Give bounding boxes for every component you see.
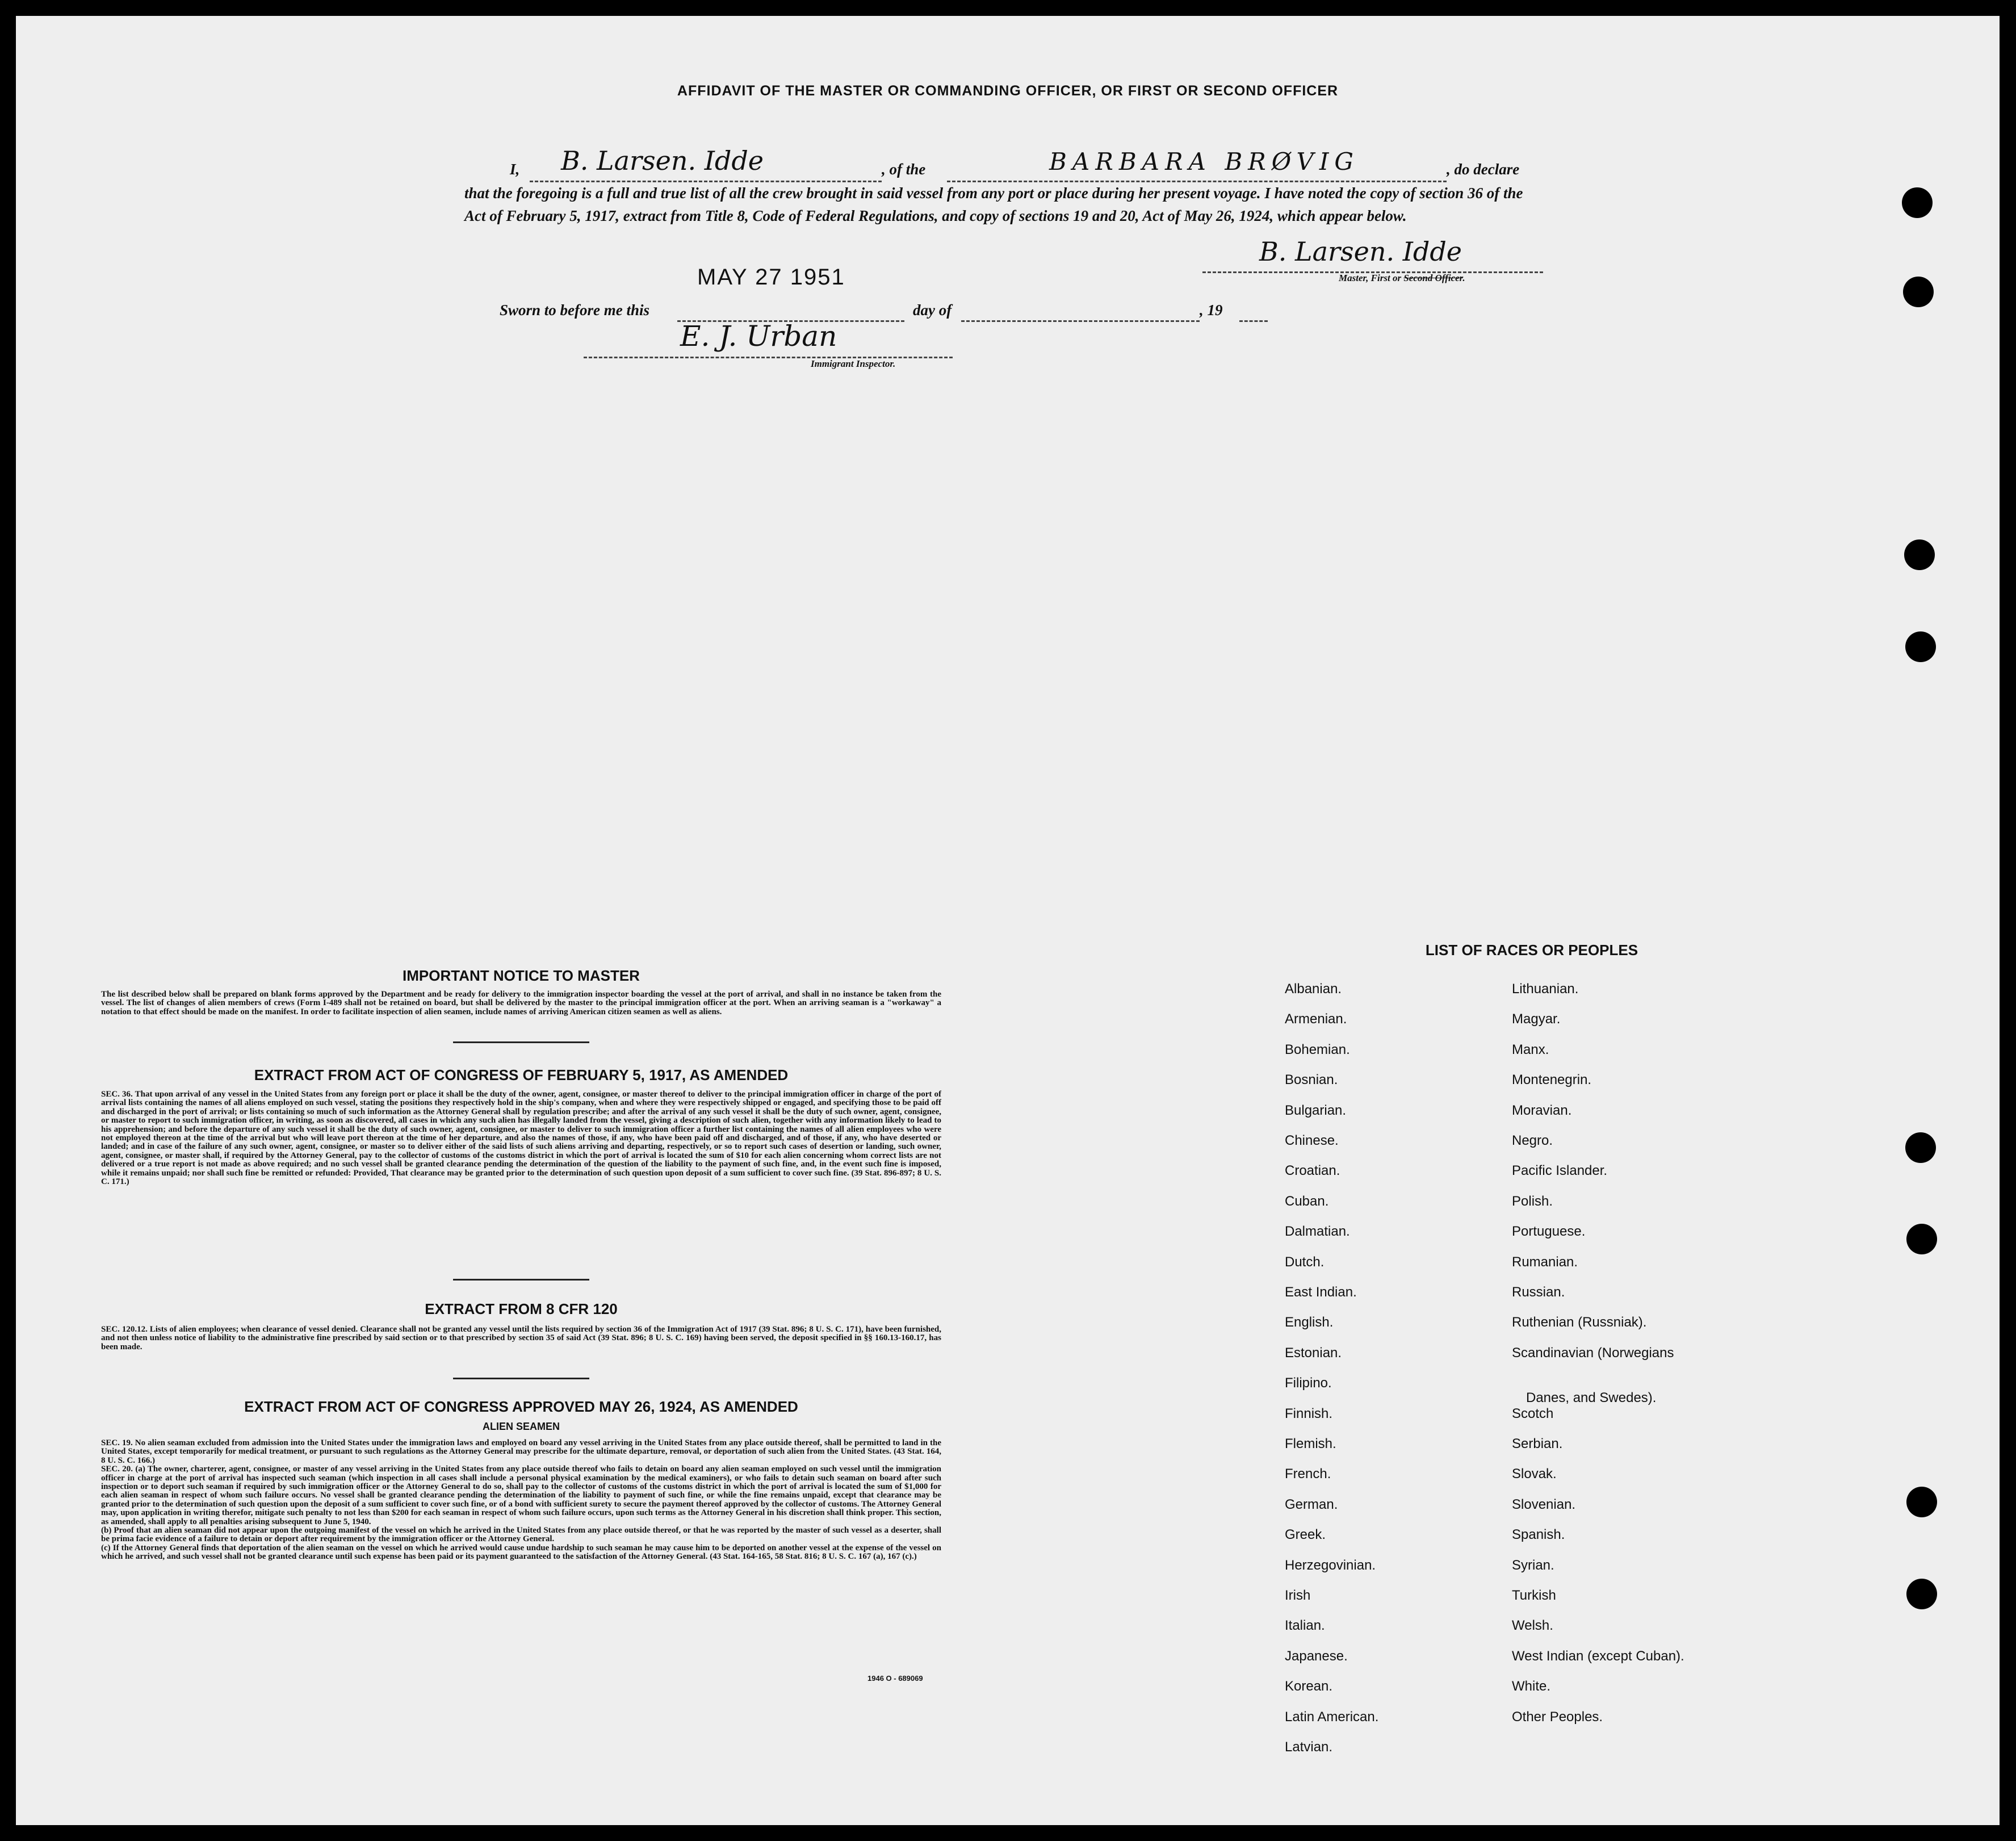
race-item: Flemish. — [1285, 1436, 1336, 1451]
do-declare-label: , do declare — [1447, 161, 1520, 178]
race-item: Armenian. — [1285, 1011, 1347, 1027]
extract-1924-subheading: ALIEN SEAMEN — [482, 1421, 560, 1432]
race-item: Croatian. — [1285, 1163, 1340, 1179]
race-item: Manx. — [1512, 1041, 1549, 1057]
caption-pre: Master, First or — [1339, 273, 1404, 283]
divider — [453, 1378, 589, 1379]
punch-hole — [1905, 1132, 1936, 1163]
master-name-handwritten: B. Larsen. Idde — [561, 145, 764, 176]
divider — [453, 1041, 589, 1043]
date-stamp: MAY 27 1951 — [697, 265, 845, 290]
race-item: German. — [1285, 1496, 1338, 1512]
signature-caption — [1339, 273, 1465, 284]
race-item: Montenegrin. — [1512, 1072, 1592, 1088]
sec-20c-text: (c) If the Attorney General finds that deportation of the alien seaman on the vessel on which he arrived would cause undue hardship to such seaman he may cause him to be deported on another vessel at the expense of the vessel on which he arrived, and such vessel shall not be granted clearance until such expense has been paid or its payment guaranteed to the satisfaction of the Attorney General. (43 Stat. 164-165, 58 Stat. 816; 8 U. S. C. 167 (a), 167 (c).) — [101, 1543, 941, 1562]
race-item: Greek. — [1285, 1527, 1326, 1543]
race-item: West Indian (except Cuban). — [1512, 1648, 1684, 1664]
race-item: Italian. — [1285, 1618, 1325, 1634]
notice-heading: IMPORTANT NOTICE TO MASTER — [403, 967, 640, 984]
sec-20a-text: SEC. 20. (a) The owner, charterer, agent, consignee, or master of any vessel arriving in the United States from any place outside thereof who fails to detain on board any alien seaman employed on such vessel until the immigration officer in charge at the port of arrival has inspected such seaman (which inspection in all cases shall include a personal physical examination by the medical examiners), or who fails to detain such seaman on board after such inspection or to deport such seaman if required by such immigration officer or the Attorney General to do so, shall pay to the collector of customs of the customs district in which the port of arrival is located the sum of $1,000 for each alien seaman in respect of whom such failure occurs. No vessel shall be granted clearance pending the determination of the liability to payment of such fine, or while the fine remains unpaid, except that clearance may be granted prior to the determination of such question upon the deposit of a sum sufficient to cover such fine, or of a bond with sufficient surety to secure the payment thereof approved by the collector of customs. The Attorney General may, upon application in writing therefor, mitigate such penalty to not less than $200 for each seaman in respect of whom such failure occurs, upon such terms as the Attorney General in his discretion shall think proper. This section, as amended, shall apply to all penalties arising subsequent to June 5, 1940. — [101, 1465, 941, 1526]
sworn-month-line — [961, 320, 1200, 322]
race-item: White. — [1512, 1679, 1551, 1694]
race-item: Russian. — [1512, 1284, 1565, 1300]
i-label: I, — [510, 161, 520, 178]
race-item: Korean. — [1285, 1679, 1333, 1694]
race-item: East Indian. — [1285, 1284, 1357, 1300]
print-code: 1946 O - 689069 — [867, 1674, 923, 1683]
race-item: Latin American. — [1285, 1709, 1379, 1725]
declaration-text: that the foregoing is a full and true list of all the crew brought in said vessel from any port or place during her present voyage. I have noted the copy of section 36 of the Act of February 5, 1917, extract from Title 8, Code of Federal Regulations, and copy of sections 19 and 20, Act of May 26, 1924, which appear below. — [464, 185, 1523, 224]
punch-hole — [1906, 1487, 1937, 1517]
race-item: Rumanian. — [1512, 1254, 1578, 1270]
extract-1917-heading: EXTRACT FROM ACT OF CONGRESS OF FEBRUARY 5, 1917, AS AMENDED — [254, 1066, 789, 1083]
punch-hole — [1906, 1224, 1937, 1254]
caption-post: . — [1462, 273, 1465, 283]
extract-1917-text: SEC. 36. That upon arrival of any vessel in the United States from any foreign port or place it shall be the duty of the owner, agent, consignee, or master thereof to deliver to the principal immigration officer in charge of the port of arrival lists containing the names of all aliens employed on such vessel, stating the positions they respectively hold in the ship's company, when and where they were respectively shipped or engaged, and specifying those to be paid off and discharged in the port of arrival; or lists containing so much of such information as the Attorney General shall by regulation prescribe; and after the arrival of any such vessel it shall be the duty of such owner, agent, consignee, or master to report to such immigration officer, in writing, as soon as discovered, all cases in which any such alien has illegally landed from the vessel, giving a description of such alien, together with any information likely to lead to his apprehension; and before the departure of any such vessel it shall be the duty of such owner, agent, consignee, or master to deliver to such immigration officer a further list containing the names of all alien employees who were not employed thereon at the time of the arrival but who will leave port thereon at the time of her departure, and also the names of those, if any, who have been paid off and discharged, and of those, if any, who have deserted or landed; and in case of the failure of any such owner, agent, consignee, or master so to deliver either of the said lists of such aliens arriving and departing, respectively, or so to report such cases of desertion or landing, such owner, agent, consignee, or master shall, if required by the Attorney General, pay to the collector of customs of the customs district in which the port of arrival is located the sum of $10 for each alien concerning whom correct lists are not delivered or a true report is not made as above required; and no such vessel shall be granted clearance pending the determination of the question of the liability to the payment of such fine, and, in the event such fine is imposed, while it remains unpaid; nor shall such fine be remitted or refunded: Provided, That clearance may be granted prior to the determination of such question upon deposit of a sum sufficient to cover such fine. (39 Stat. 896-897; 8 U. S. C. 171.) — [101, 1090, 941, 1187]
race-item: Finnish. — [1285, 1405, 1333, 1421]
of-the-label: , of the — [882, 161, 926, 178]
race-item: Filipino. — [1285, 1375, 1332, 1391]
race-item: Magyar. — [1512, 1011, 1561, 1027]
race-item: Cuban. — [1285, 1193, 1329, 1209]
race-item: Danes, and Swedes). — [1526, 1390, 1657, 1406]
race-item: Herzegovinian. — [1285, 1557, 1376, 1573]
punch-hole — [1903, 277, 1934, 307]
race-item: Bosnian. — [1285, 1072, 1338, 1088]
race-item: Polish. — [1512, 1193, 1553, 1209]
year-label: , 19 — [1200, 302, 1223, 319]
race-item: Other Peoples. — [1512, 1709, 1603, 1725]
punch-hole — [1905, 631, 1936, 662]
master-signature: B. Larsen. Idde — [1259, 236, 1462, 267]
race-item: Irish — [1285, 1588, 1311, 1603]
race-item: Pacific Islander. — [1512, 1163, 1608, 1179]
race-item: Japanese. — [1285, 1648, 1348, 1664]
punch-hole — [1904, 539, 1935, 570]
sworn-label: Sworn to before me this — [500, 302, 650, 319]
race-item: Portuguese. — [1512, 1224, 1586, 1240]
race-item: Estonian. — [1285, 1345, 1342, 1361]
race-item: Moravian. — [1512, 1102, 1572, 1118]
sec-19-text: SEC. 19. No alien seaman excluded from admission into the United States under the immigration laws and employed on board any vessel arriving in the United States from any place outside thereof, shall be permitted to land in the United States, except temporarily for medical treatment, or pursuant to such regulations as the Attorney General may prescribe for the ultimate departure, removal, or deportation of such alien from the United States. (43 Stat. 164, 8 U. S. C. 166.) — [101, 1438, 941, 1465]
race-item: Turkish — [1512, 1588, 1556, 1603]
document-page — [16, 16, 2000, 1825]
extract-cfr-heading: EXTRACT FROM 8 CFR 120 — [425, 1300, 618, 1317]
race-item: French. — [1285, 1466, 1331, 1482]
vessel-name-handwritten: BARBARA BRØVIG — [1049, 148, 1359, 175]
race-item: English. — [1285, 1315, 1334, 1330]
day-of-label: day of — [913, 302, 952, 319]
race-item: Syrian. — [1512, 1557, 1554, 1573]
sec-20b-text: (b) Proof that an alien seaman did not appear upon the outgoing manifest of the vessel on which he arrived in the United States from any place outside thereof, or that he was reported by the master of such vessel as a deserter, shall be prima facie evidence of a failure to detain or deport after requirement by the immigration officer or the Attorney General. — [101, 1526, 941, 1544]
race-item: Slovak. — [1512, 1466, 1557, 1482]
inspector-caption: Immigrant Inspector. — [811, 358, 896, 369]
race-item: Chinese. — [1285, 1133, 1339, 1148]
race-item: Welsh. — [1512, 1618, 1553, 1634]
race-item: Dutch. — [1285, 1254, 1325, 1270]
races-heading: LIST OF RACES OR PEOPLES — [1425, 942, 1638, 959]
race-item: Latvian. — [1285, 1739, 1333, 1755]
sworn-year-line — [1239, 320, 1268, 322]
race-item: Bulgarian. — [1285, 1102, 1347, 1118]
punch-hole — [1906, 1579, 1937, 1609]
race-item: Bohemian. — [1285, 1041, 1350, 1057]
race-item: Lithuanian. — [1512, 981, 1579, 997]
inspector-signature: E. J. Urban — [680, 320, 837, 353]
race-item: Negro. — [1512, 1133, 1553, 1148]
caption-struck: Second Officer — [1403, 273, 1463, 283]
race-item: Spanish. — [1512, 1527, 1565, 1543]
race-item: Albanian. — [1285, 981, 1342, 997]
affidavit-title: AFFIDAVIT OF THE MASTER OR COMMANDING OFFICER, OR FIRST OR SECOND OFFICER — [677, 83, 1339, 99]
race-item: Serbian. — [1512, 1436, 1563, 1451]
race-item: Dalmatian. — [1285, 1224, 1350, 1240]
divider — [453, 1279, 589, 1281]
race-item: Slovenian. — [1512, 1496, 1576, 1512]
extract-1924-body — [101, 1439, 941, 1562]
extract-cfr-text: SEC. 120.12. Lists of alien employees; when clearance of vessel denied. Clearance shall not be granted any vessel until the lists required by section 36 of the Immigration Act of 1917 (39 Stat. 896; 8 U. S. C. 171), have been furnished, and not then unless notice of liability to the administrative fine prescribed by said section or to that prescribed by section 35 of said Act (39 Stat. 896; 8 U. S. C. 169) having been served, the deposit specified in §§ 160.13-160.17, has been made. — [101, 1325, 941, 1352]
extract-1924-heading: EXTRACT FROM ACT OF CONGRESS APPROVED MAY 26, 1924, AS AMENDED — [244, 1398, 798, 1415]
race-item: Scotch — [1512, 1405, 1554, 1421]
race-item: Scandinavian (Norwegians — [1512, 1345, 1674, 1361]
inspector-signature-line — [584, 357, 953, 358]
race-item: Ruthenian (Russniak). — [1512, 1315, 1647, 1330]
notice-text: The list described below shall be prepared on blank forms approved by the Department and be ready for delivery to the immigration inspector boarding the vessel at the port of arrival, and shall in no instance be taken from the vessel. The list of changes of alien members of crews (Form I-489 shall not be retained on board, but shall be delivered by the master to the principal immigration officer at the port. When an arriving seaman is a "workaway" a notation to that effect should be made on the manifest. In order to facilitate inspection of alien seamen, include names of arriving American citizen seamen as well as aliens. — [101, 990, 941, 1016]
punch-hole — [1902, 187, 1933, 218]
